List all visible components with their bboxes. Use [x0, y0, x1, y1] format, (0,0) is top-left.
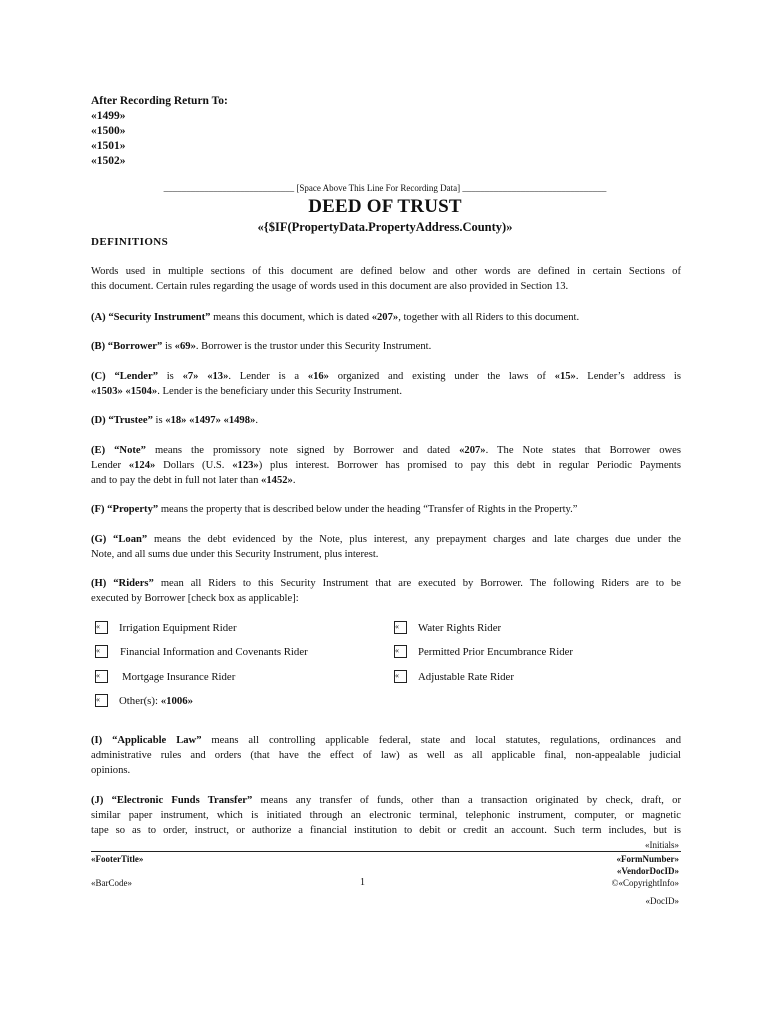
- other-rider-checkbox[interactable]: «: [95, 694, 108, 707]
- definition-j: (J) “Electronic Funds Transfer” means any transfer of funds, other than a transaction originated by check, draft, or similar paper instrument, which is initiated through an electronic terminal, telephonic instrument, computer, or magnetic tape so as to order, instruct, or authorize a financial institution to debit or credit an account. Such term includes, but is: [91, 795, 681, 836]
- intro-paragraph: [91, 264, 681, 294]
- definitions-heading: DEFINITIONS: [91, 236, 169, 248]
- definition-f: (F) “Property” means the property that is described below under the heading “Transfer of Rights in the Property.”: [91, 504, 578, 515]
- intro-line: this document. Certain rules regarding the usage of words used in this document are also provided in Section 13.: [91, 281, 569, 292]
- merge-field: «18» «1497» «1498»: [165, 415, 256, 426]
- definition-label: (H) “Riders”: [91, 578, 154, 589]
- definition-label: (J) “Electronic Funds Transfer”: [91, 795, 253, 806]
- financial-info-rider-label: Financial Information and Covenants Rider: [120, 646, 308, 658]
- merge-field: «1503» «1504»: [91, 386, 158, 397]
- form-number: «FormNumber»: [616, 854, 679, 864]
- water-rights-rider-label: Water Rights Rider: [418, 622, 502, 634]
- recording-space-line: _____________________________ [Space Above This Line For Recording Data] ________________________________: [163, 183, 607, 193]
- definition-e: (E) “Note” means the promissory note signed by Borrower and dated «207». The Note states that Borrower owes Lender «124» Dollars (U.S. «123») plus interest. Borrower has promised to pay this debt in regular Periodic Payments and to pay the debt in full not later than «1452».: [91, 445, 681, 486]
- merge-field: «207»: [459, 445, 486, 456]
- merge-field: «1006»: [160, 695, 194, 707]
- merge-field: «15»: [554, 371, 576, 382]
- financial-info-rider-checkbox[interactable]: «: [95, 645, 108, 658]
- water-rights-rider-checkbox[interactable]: «: [394, 621, 407, 634]
- merge-field: «123»: [232, 460, 259, 471]
- merge-field: «7» «13»: [182, 371, 229, 382]
- merge-field: «16»: [307, 371, 329, 382]
- definition-d: (D) “Trustee” is «18» «1497» «1498».: [91, 415, 258, 426]
- definition-h: (H) “Riders” mean all Riders to this Security Instrument that are executed by Borrower. The following Riders are to be executed by Borrower [check box as applicable]:: [91, 578, 681, 604]
- barcode-field: «BarCode»: [91, 878, 132, 888]
- prior-encumbrance-rider-label: Permitted Prior Encumbrance Rider: [418, 646, 574, 658]
- definition-label: (B) “Borrower”: [91, 341, 163, 352]
- prior-encumbrance-rider-checkbox[interactable]: «: [394, 645, 407, 658]
- merge-field: «69»: [174, 341, 196, 352]
- return-to-line: «1500»: [91, 125, 126, 137]
- definition-label: (G) “Loan”: [91, 534, 148, 545]
- adjustable-rate-rider-label: Adjustable Rate Rider: [418, 671, 514, 683]
- merge-field: «124»: [128, 460, 156, 471]
- definition-g: (G) “Loan” means the debt evidenced by the Note, plus interest, any prepayment charges and late charges due under the Note, and all sums due under this Security Instrument, plus interest.: [91, 534, 682, 560]
- adjustable-rate-rider-checkbox[interactable]: «: [394, 670, 407, 683]
- definition-label: (E) “Note”: [91, 445, 146, 456]
- definition-label: (A) “Security Instrument”: [91, 312, 211, 323]
- initials-field: «Initials»: [645, 840, 679, 850]
- mortgage-insurance-rider-checkbox[interactable]: «: [95, 670, 108, 683]
- county-merge-field: «{$IF(PropertyData.PropertyAddress.County)»: [257, 220, 513, 234]
- mortgage-insurance-rider-label: Mortgage Insurance Rider: [122, 671, 236, 683]
- definition-label: (F) “Property”: [91, 504, 159, 515]
- merge-field: «1452»: [261, 475, 293, 486]
- intro-line: Words used in multiple sections of this document are defined below and other words are defined in certain Sections of: [91, 266, 681, 277]
- merge-field: «207»: [371, 312, 399, 323]
- copyright-info: ©«CopyrightInfo»: [611, 878, 679, 888]
- doc-id: «DocID»: [645, 896, 679, 906]
- definition-label: (I) “Applicable Law”: [91, 735, 202, 746]
- return-to-line: «1502»: [91, 155, 126, 167]
- document-title: DEED OF TRUST: [308, 196, 462, 217]
- return-to-heading: After Recording Return To:: [91, 95, 228, 107]
- definition-i: (I) “Applicable Law” means all controlling applicable federal, state and local statutes, regulations, ordinances and administrative rules and orders (that have the effect of law) as well as all applicable final, non-appealable judicial opinions.: [91, 735, 681, 776]
- definition-a: (A) “Security Instrument” means this document, which is dated «207», together with all Riders to this document.: [91, 312, 580, 323]
- irrigation-rider-checkbox[interactable]: «: [95, 621, 108, 634]
- vendor-doc-id: «VendorDocID»: [616, 866, 679, 876]
- page-number: 1: [360, 877, 365, 888]
- definition-label: (C) “Lender”: [91, 371, 158, 382]
- return-to-line: «1499»: [91, 110, 126, 122]
- other-rider-label: Other(s): «1006»: [119, 695, 194, 707]
- footer-title: «FooterTitle»: [91, 854, 144, 864]
- irrigation-rider-label: Irrigation Equipment Rider: [119, 622, 237, 634]
- definition-label: (D) “Trustee”: [91, 415, 153, 426]
- return-to-line: «1501»: [91, 140, 126, 152]
- footer-divider: [91, 851, 681, 852]
- definition-b: (B) “Borrower” is «69». Borrower is the trustor under this Security Instrument.: [91, 341, 432, 352]
- definition-c: (C) “Lender” is «7» «13». Lender is a «16» organized and existing under the laws of «15». Lender’s address is «1503» «1504». Lender is the beneficiary under this Security Instrument.: [91, 371, 681, 397]
